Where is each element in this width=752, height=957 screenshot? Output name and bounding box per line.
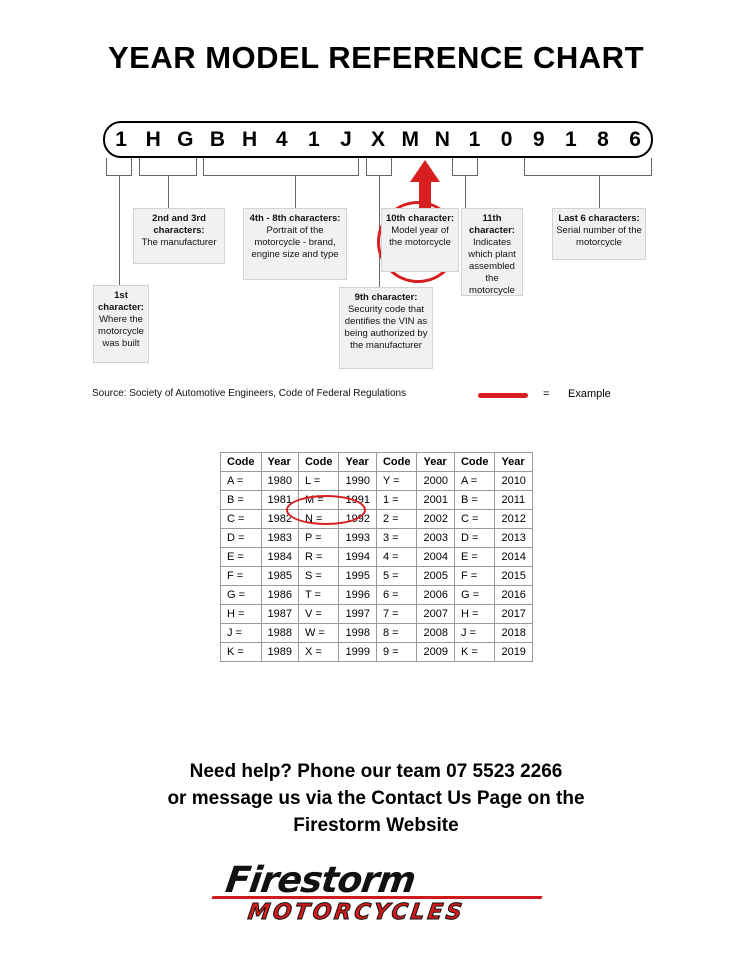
year-cell: 1996 (339, 586, 376, 605)
connector-line (477, 158, 478, 176)
legend-color-swatch (478, 393, 528, 398)
table-row (221, 548, 533, 567)
note-first-character (93, 285, 149, 363)
connector-line (131, 158, 132, 176)
year-cell: 1991 (339, 491, 376, 510)
year-cell: 2012 (495, 510, 532, 529)
year-cell: 1994 (339, 548, 376, 567)
vin-character: 9 (532, 128, 545, 151)
vin-character: B (209, 128, 226, 151)
logo-brand-name: Firestorm (223, 860, 418, 901)
code-cell: H = (454, 605, 495, 624)
year-cell: 2001 (417, 491, 454, 510)
note-heading: 2nd and 3rd characters: (152, 213, 206, 236)
column-header: Code (376, 453, 417, 472)
connector-line (203, 175, 359, 176)
note-body: Where the motorcycle was built (98, 314, 144, 349)
connector-line (358, 158, 359, 176)
legend-label: Example (568, 388, 611, 400)
vin-character: 0 (500, 128, 513, 151)
code-cell: B = (221, 491, 262, 510)
logo-brand-subtitle: MOTORCYCLES (246, 900, 467, 925)
note-tenth-character (381, 208, 459, 272)
year-cell: 1995 (339, 567, 376, 586)
year-cell: 2006 (417, 586, 454, 605)
note-eleventh-character (461, 208, 523, 296)
year-cell: 1998 (339, 624, 376, 643)
year-cell: 2018 (495, 624, 532, 643)
table-row (221, 567, 533, 586)
note-second-third-characters (133, 208, 225, 264)
year-cell: 1983 (261, 529, 298, 548)
code-cell: A = (454, 472, 495, 491)
connector-line (452, 158, 453, 176)
table-row (221, 605, 533, 624)
vin-character: J (340, 128, 352, 151)
year-cell: 1989 (261, 643, 298, 662)
code-cell: 5 = (376, 567, 417, 586)
year-code-table (220, 452, 533, 662)
code-cell: K = (221, 643, 262, 662)
connector-line (106, 158, 107, 176)
connector-line (203, 158, 204, 176)
year-cell: 2013 (495, 529, 532, 548)
code-cell: 3 = (376, 529, 417, 548)
table-row (221, 472, 533, 491)
firestorm-motorcycles-logo (196, 858, 556, 938)
year-cell: 1990 (339, 472, 376, 491)
year-cell: 2019 (495, 643, 532, 662)
connector-line (168, 175, 169, 208)
vin-character: H (241, 128, 258, 151)
code-cell: N = (298, 510, 339, 529)
column-header: Code (454, 453, 495, 472)
code-cell: C = (454, 510, 495, 529)
footer-line-1: Need help? Phone our team 07 5523 2266 (189, 761, 563, 782)
vin-character: 1 (468, 128, 481, 151)
column-header: Year (339, 453, 376, 472)
year-cell: 1987 (261, 605, 298, 624)
source-citation: Source: Society of Automotive Engineers, Code of Federal Regulations (92, 388, 407, 399)
table-row (221, 529, 533, 548)
note-heading: 11th character: (469, 213, 515, 236)
year-cell: 1999 (339, 643, 376, 662)
code-cell: D = (454, 529, 495, 548)
year-cell: 1984 (261, 548, 298, 567)
vin-character: M (401, 128, 419, 151)
code-cell: G = (454, 586, 495, 605)
footer-line-3: Firestorm Website (293, 815, 459, 836)
column-header: Year (417, 453, 454, 472)
connector-line (599, 175, 600, 208)
connector-line (465, 175, 466, 208)
year-cell: 1993 (339, 529, 376, 548)
vin-character: H (145, 128, 161, 151)
year-cell: 1980 (261, 472, 298, 491)
footer-line-2: or message us via the Contact Us Page on the (167, 788, 585, 809)
connector-line (524, 158, 525, 176)
code-cell: A = (221, 472, 262, 491)
vin-number-box (103, 121, 653, 158)
code-cell: 6 = (376, 586, 417, 605)
vin-character: 6 (629, 128, 641, 151)
year-cell: 2009 (417, 643, 454, 662)
note-body: Indicates which plant assembled the motorcycle (468, 237, 516, 296)
code-cell: 2 = (376, 510, 417, 529)
column-header: Year (495, 453, 532, 472)
code-cell: H = (221, 605, 262, 624)
column-header: Code (298, 453, 339, 472)
table-row (221, 491, 533, 510)
vin-character: G (177, 128, 194, 151)
vin-character: N (434, 128, 450, 151)
year-cell: 2016 (495, 586, 532, 605)
note-heading: 1st character: (98, 290, 144, 313)
code-cell: K = (454, 643, 495, 662)
vin-character: 1 (564, 128, 577, 151)
column-header: Code (221, 453, 262, 472)
year-cell: 1985 (261, 567, 298, 586)
note-body: Serial number of the motorcycle (556, 225, 642, 248)
year-cell: 2011 (495, 491, 532, 510)
connector-line (139, 158, 140, 176)
year-cell: 2002 (417, 510, 454, 529)
connector-line (524, 175, 652, 176)
code-cell: V = (298, 605, 339, 624)
table-row (221, 586, 533, 605)
code-cell: E = (221, 548, 262, 567)
note-heading: 9th character: (354, 292, 418, 303)
connector-line (196, 158, 197, 176)
connector-line (295, 175, 296, 208)
year-cell: 2017 (495, 605, 532, 624)
year-cell: 2004 (417, 548, 454, 567)
note-heading: Last 6 characters: (558, 213, 640, 224)
note-heading: 10th character: (385, 213, 455, 224)
code-cell: Y = (376, 472, 417, 491)
note-fourth-eighth-characters (243, 208, 347, 280)
connector-line (651, 158, 652, 176)
year-cell: 2008 (417, 624, 454, 643)
connector-line (366, 158, 367, 176)
vin-character: 1 (307, 128, 320, 151)
year-cell: 2007 (417, 605, 454, 624)
note-heading: 4th - 8th characters: (249, 213, 341, 224)
year-cell: 2010 (495, 472, 532, 491)
code-cell: S = (298, 567, 339, 586)
note-body: Portrait of the motorcycle - brand, engine size and type (251, 225, 339, 260)
table-header-row (221, 453, 533, 472)
year-cell: 2000 (417, 472, 454, 491)
code-cell: D = (221, 529, 262, 548)
red-arrow-icon (407, 160, 443, 208)
vin-character: X (371, 128, 386, 151)
year-cell: 1988 (261, 624, 298, 643)
code-cell: P = (298, 529, 339, 548)
code-cell: 1 = (376, 491, 417, 510)
code-cell: C = (221, 510, 262, 529)
code-cell: 8 = (376, 624, 417, 643)
connector-line (119, 175, 120, 285)
legend-equals-sign: = (543, 388, 550, 400)
code-cell: 9 = (376, 643, 417, 662)
code-cell: L = (298, 472, 339, 491)
note-body: The manufacturer (141, 237, 217, 248)
code-cell: E = (454, 548, 495, 567)
code-cell: G = (221, 586, 262, 605)
code-cell: X = (298, 643, 339, 662)
code-cell: B = (454, 491, 495, 510)
code-cell: R = (298, 548, 339, 567)
page-title: YEAR MODEL REFERENCE CHART (107, 40, 645, 75)
vin-character: 1 (115, 128, 127, 151)
year-cell: 2003 (417, 529, 454, 548)
code-cell: J = (221, 624, 262, 643)
code-cell: M = (298, 491, 339, 510)
note-body: Security code that dentifies the VIN as being authorized by the manufacturer (344, 304, 428, 351)
code-cell: W = (298, 624, 339, 643)
code-cell: 4 = (376, 548, 417, 567)
table-row (221, 624, 533, 643)
code-cell: F = (454, 567, 495, 586)
year-cell: 1982 (261, 510, 298, 529)
code-cell: 7 = (376, 605, 417, 624)
vin-character: 8 (597, 128, 609, 151)
code-cell: T = (298, 586, 339, 605)
code-cell: J = (454, 624, 495, 643)
table-row (221, 510, 533, 529)
connector-line (379, 175, 380, 287)
note-body: Model year of the motorcycle (389, 225, 451, 248)
year-cell: 1981 (261, 491, 298, 510)
table-row (221, 643, 533, 662)
contact-footer (0, 758, 752, 839)
note-last-six-characters (552, 208, 646, 260)
year-cell: 2015 (495, 567, 532, 586)
year-cell: 1997 (339, 605, 376, 624)
column-header: Year (261, 453, 298, 472)
connector-line (391, 158, 392, 176)
year-cell: 1992 (339, 510, 376, 529)
year-cell: 2005 (417, 567, 454, 586)
note-ninth-character (339, 287, 433, 369)
year-cell: 2014 (495, 548, 532, 567)
year-cell: 1986 (261, 586, 298, 605)
vin-character: 4 (275, 128, 288, 151)
code-cell: F = (221, 567, 262, 586)
